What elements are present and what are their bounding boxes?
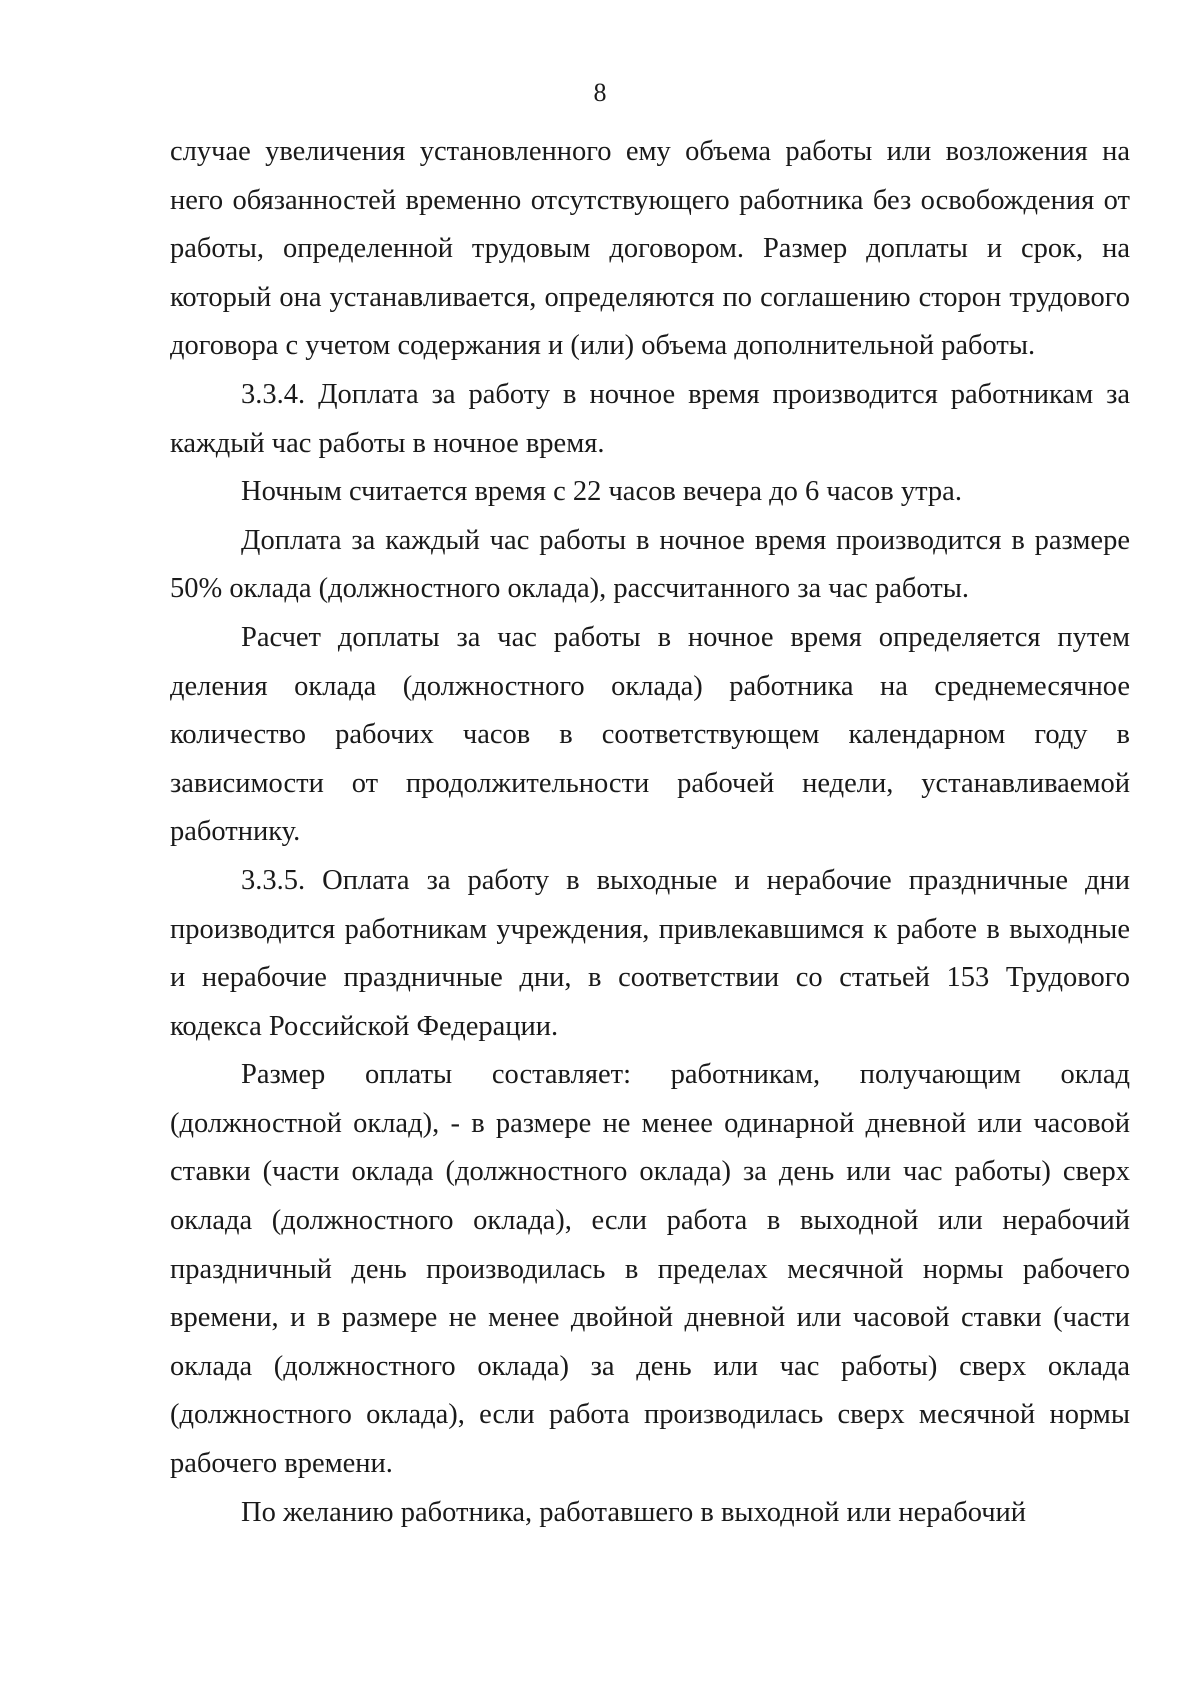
document-body [170, 128, 1130, 1537]
paragraph-night-time-definition: Ночным считается время с 22 часов вечера до 6 часов утра. [241, 476, 962, 508]
paragraph-3-3-5: 3.3.5. Оплата за работу в выходные и нерабочие праздничные дни производится работникам учреждения, привлекавшимся к работе в выходные и нерабочие праздничные дни, в соответствии со статьей 153 Трудового кодекса Российской Федерации. [170, 864, 1130, 1042]
paragraph-employee-request: По желанию работника, работавшего в выходной или нерабочий [241, 1496, 1027, 1528]
paragraph-holiday-pay-amount: Размер оплаты составляет: работникам, получающим оклад (должностной оклад), - в размере не менее одинарной дневной или часовой ставки (части оклада (должностного оклада) за день или час работы) сверх оклада (должностного оклада), если работа в выходной или нерабочий праздничный день производилась в пределах месячной нормы рабочего времени, и в размере не менее двойной дневной или часовой ставки (части оклада (должностного оклада) за день или час работы) сверх оклада (должностного оклада), если работа производилась сверх месячной нормы рабочего времени. [170, 1059, 1130, 1480]
paragraph-night-pay-calculation: Расчет доплаты за час работы в ночное время определяется путем деления оклада (должностного оклада) работника на среднемесячное количество рабочих часов в соответствующем календарном году в зависимости от продолжительности рабочей недели, устанавливаемой работнику. [170, 621, 1130, 848]
page-number: 8 [593, 78, 607, 107]
paragraph-night-pay-rate: Доплата за каждый час работы в ночное время производится в размере 50% оклада (должностного оклада), рассчитанного за час работы. [170, 524, 1130, 605]
paragraph-continuation: случае увеличения установленного ему объема работы или возложения на него обязанностей временно отсутствующего работника без освобождения от работы, определенной трудовым договором. Размер доплаты и срок, на который она устанавливается, определяются по соглашению сторон трудового договора с учетом содержания и (или) объема дополнительной работы. [170, 136, 1130, 362]
paragraph-3-3-4: 3.3.4. Доплата за работу в ночное время производится работникам за каждый час работы в ночное время. [170, 378, 1130, 459]
